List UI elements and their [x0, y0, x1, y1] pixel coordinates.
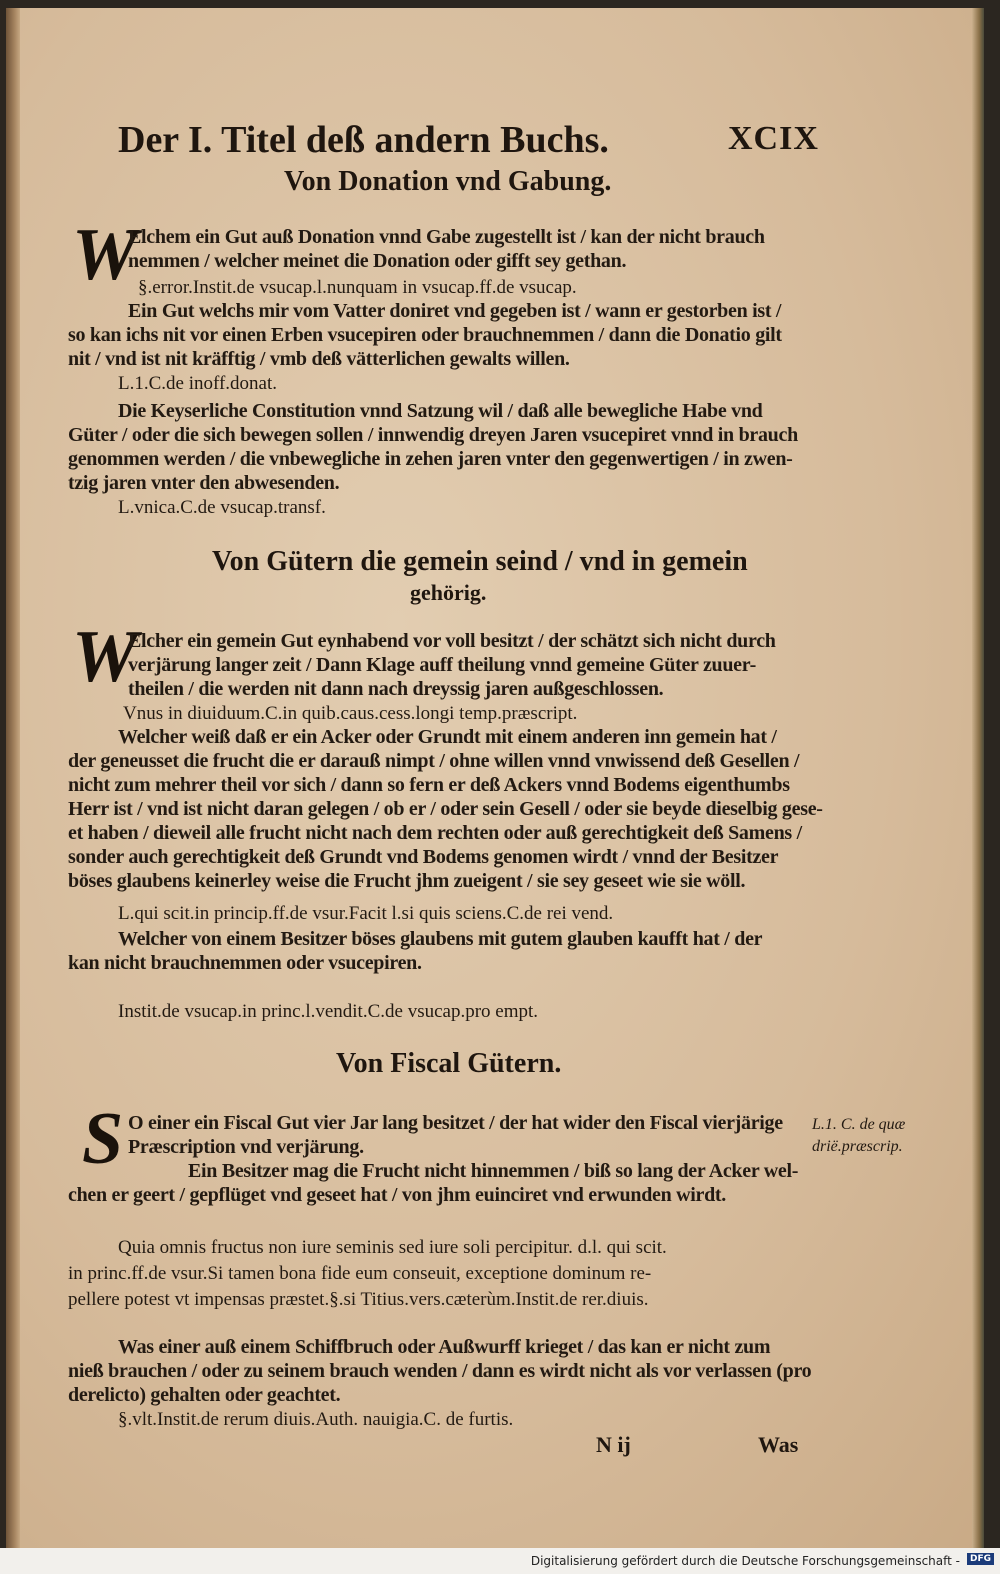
text-line: theilen / die werden nit dann nach dreyssig jaren außgeschlossen.: [128, 678, 664, 700]
section-heading: Von Donation vnd Gabung.: [284, 166, 612, 197]
signature-mark: N ij: [596, 1432, 631, 1457]
catchword: Was: [758, 1432, 799, 1457]
text-line: genommen werden / die vnbewegliche in zehen jaren vnter den gegenwertigen / in zwen-: [68, 448, 793, 470]
text-line: sonder auch gerechtigkeit deß Grundt vnd Bodems genomen wirdt / vnnd der Besitzer: [68, 846, 779, 868]
citation-line: Vnus in diuiduum.C.in quib.caus.cess.longi temp.præscript.: [123, 703, 578, 724]
latin-line: pellere potest vt impensas præstet.§.si Titius.vers.cæterùm.Instit.de rer.diuis.: [68, 1289, 649, 1310]
section-heading: Von Gütern die gemein seind / vnd in gemein: [212, 546, 748, 577]
text-line: derelicto) gehalten oder geachtet.: [68, 1384, 341, 1406]
drop-cap: W: [72, 616, 138, 698]
margin-note: drië.præscrip.: [812, 1138, 903, 1155]
text-line: Ein Besitzer mag die Frucht nicht hinnemmen / biß so lang der Acker wel-: [188, 1160, 799, 1182]
folio-number: XCIX: [728, 120, 819, 157]
book-page: [6, 8, 984, 1548]
citation-line: L.vnica.C.de vsucap.transf.: [118, 497, 326, 518]
citation-line: Instit.de vsucap.in princ.l.vendit.C.de vsucap.pro empt.: [118, 1001, 539, 1022]
text-line: Güter / oder die sich bewegen sollen / innwendig dreyen Jaren vsucepiret vnnd in brauch: [68, 424, 798, 446]
footer-text: Digitalisierung gefördert durch die Deutsche Forschungsgemeinschaft -: [530, 1554, 960, 1568]
running-title: Der I. Titel deß andern Buchs.: [118, 119, 609, 161]
text-line: tzig jaren vnter den abwesenden.: [68, 472, 340, 494]
text-line: Elcher ein gemein Gut eynhabend vor voll besitzt / der schätzt sich nicht durch: [128, 630, 776, 652]
text-line: so kan ichs nit vor einen Erben vsucepiren oder brauchnemmen / dann die Donatio gilt: [68, 324, 782, 346]
page-edge: [972, 8, 984, 1548]
text-line: Præscription vnd verjärung.: [128, 1136, 364, 1158]
text-line: der geneusset die frucht die er darauß nimpt / ohne willen vnnd vnwissend deß Gesellen /: [68, 750, 800, 772]
citation-line: §.vlt.Instit.de rerum diuis.Auth. nauigia.C. de furtis.: [118, 1409, 514, 1430]
text-line: nemmen / welcher meinet die Donation oder gifft sey gethan.: [128, 250, 627, 272]
binding-edge: [6, 8, 20, 1548]
text-line: Herr ist / vnd ist nicht daran gelegen / ob er / oder sein Gesell / oder sie beyde dieselbig gese-: [68, 798, 823, 820]
footer-bar: [0, 1548, 1000, 1574]
citation-line: L.1.C.de inoff.donat.: [118, 373, 278, 394]
latin-line: in princ.ff.de vsur.Si tamen bona fide eum conseuit, exceptione dominum re-: [68, 1263, 652, 1284]
drop-cap: W: [72, 214, 138, 296]
text-line: nicht zum mehrer theil vor sich / dann so fern er deß Ackers vnnd Bodems eigenthumbs: [68, 774, 790, 796]
drop-cap: S: [82, 1098, 124, 1180]
text-line: O einer ein Fiscal Gut vier Jar lang besitzet / der hat wider den Fiscal vierjärige: [128, 1112, 783, 1134]
text-line: chen er geert / gepflüget vnd geseet hat / von jhm euinciret vnd erwunden wirdt.: [68, 1184, 726, 1206]
text-line: nit / vnd ist nit kräfftig / vmb deß vätterlichen gewalts willen.: [68, 348, 570, 370]
citation-line: L.qui scit.in princip.ff.de vsur.Facit l.si quis sciens.C.de rei vend.: [118, 903, 614, 924]
text-line: Welcher von einem Besitzer böses glaubens mit gutem glauben kaufft hat / der: [118, 928, 763, 950]
text-line: et haben / dieweil alle frucht nicht nach dem rechten oder auß gerechtigkeit deß Samens /: [68, 822, 802, 844]
latin-line: Quia omnis fructus non iure seminis sed iure soli percipitur. d.l. qui scit.: [118, 1237, 667, 1258]
text-line: böses glaubens keinerley weise die Frucht jhm zueigent / sie sey geseet wie sie wöll.: [68, 870, 746, 892]
text-line: Was einer auß einem Schiffbruch oder Außwurff krieget / das kan er nicht zum: [118, 1336, 771, 1358]
section-heading-cont: gehörig.: [410, 580, 487, 605]
margin-note: L.1. C. de quæ: [812, 1116, 906, 1133]
citation-line: §.error.Instit.de vsucap.l.nunquam in vsucap.ff.de vsucap.: [138, 277, 577, 298]
text-line: kan nicht brauchnemmen oder vsucepiren.: [68, 952, 422, 974]
text-line: Elchem ein Gut auß Donation vnnd Gabe zugestellt ist / kan der nicht brauch: [128, 226, 765, 248]
text-line: Die Keyserliche Constitution vnnd Satzung wil / daß alle bewegliche Habe vnd: [118, 400, 763, 422]
text-line: Ein Gut welchs mir vom Vatter doniret vnd gegeben ist / wann er gestorben ist /: [128, 300, 782, 322]
text-line: verjärung langer zeit / Dann Klage auff theilung vnnd gemeine Güter zuuer-: [128, 654, 756, 676]
text-line: Welcher weiß daß er ein Acker oder Grundt mit einem anderen inn gemein hat /: [118, 726, 777, 748]
text-line: nieß brauchen / oder zu seinem brauch wenden / dann es wirdt nicht als vor verlassen (pro: [68, 1360, 812, 1382]
dfg-logo: DFG: [967, 1553, 994, 1565]
section-heading: Von Fiscal Gütern.: [336, 1048, 562, 1079]
